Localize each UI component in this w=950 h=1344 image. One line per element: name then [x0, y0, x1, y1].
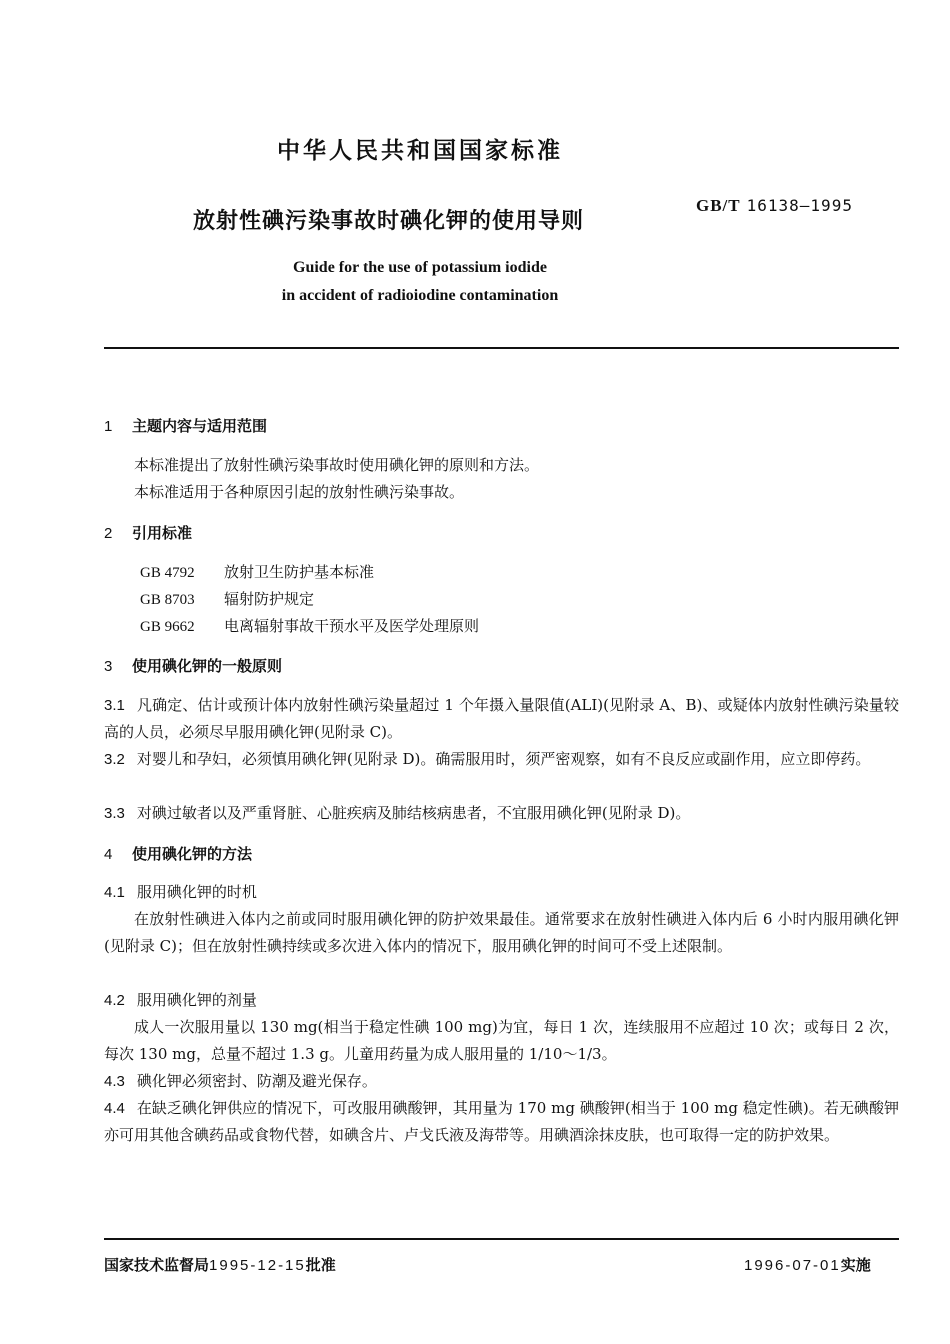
section-title: 主题内容与适用范围: [132, 417, 268, 435]
footer-divider: [104, 1238, 899, 1240]
clause-3-1: [104, 692, 899, 746]
clause-4-2-heading: [104, 987, 899, 1014]
section-title: 引用标准: [132, 524, 193, 542]
standard-number: [696, 196, 853, 216]
section-number: 1: [104, 418, 113, 435]
reference-code: GB 9662: [140, 619, 195, 635]
clause-4-4: [104, 1095, 899, 1149]
clause-4-1-heading: [104, 879, 899, 906]
clause-3-3: [104, 800, 899, 827]
reference-code: GB 8703: [140, 592, 195, 608]
clause-4-1-text: 在放射性碘进入体内之前或同时服用碘化钾的防护效果最佳。通常要求在放射性碘进入体内后 6 小时内服用碘化钾(见附录 C)；但在放射性碘持续或多次进入体内的情况下，服用碘化钾的时间可不受上述限制。: [104, 910, 899, 955]
clause-number: 4.2: [104, 992, 125, 1009]
clause-text: 凡确定、估计或预计体内放射性碘污染量超过 1 个年摄入量限值(ALI)(见附录 A、B)、或疑体内放射性碘污染量较高的人员，必须尽早服用碘化钾(见附录 C)。: [104, 696, 899, 741]
clause-number: 3.2: [104, 751, 125, 768]
clause-4-3: [104, 1068, 899, 1095]
reference-code: GB 4792: [140, 565, 195, 581]
clause-text: 对碘过敏者以及严重肾脏、心脏疾病及肺结核病患者，不宜服用碘化钾(见附录 D)。: [136, 804, 691, 822]
clause-text: 在缺乏碘化钾供应的情况下，可改服用碘酸钾，其用量为 170 mg 碘酸钾(相当于 100 mg 稳定性碘)。若无碘酸钾亦可用其他含碘药品或食物代替，如碘含片、卢戈氏液及海带等。用碘酒涂抹皮肤，也可取得一定的防护效果。: [104, 1099, 899, 1144]
section-4-heading: [104, 843, 252, 864]
clause-text: 碘化钾必须密封、防潮及避光保存。: [136, 1072, 377, 1090]
document-title-en-line1: Guide for the use of potassium iodide: [293, 259, 547, 276]
clause-number: 4.4: [104, 1100, 125, 1117]
clause-number: 3.1: [104, 697, 125, 714]
reference-name: 电离辐射事故干预水平及医学处理原则: [224, 617, 480, 635]
reference-name: 辐射防护规定: [224, 590, 315, 608]
standard-code: 16138—1995: [746, 196, 853, 215]
reference-item: [140, 613, 479, 641]
section-2-heading: [104, 522, 192, 543]
issuing-authority: 国家技术监督局: [104, 1256, 210, 1274]
section-number: 4: [104, 846, 113, 863]
section-title: 使用碘化钾的一般原则: [132, 657, 283, 675]
approval-line: [104, 1254, 336, 1275]
section-number: 2: [104, 525, 113, 542]
document-title-en-line2: in accident of radioiodine contamination: [281, 287, 559, 304]
clause-text: 对婴儿和孕妇，必须慎用碘化钾(见附录 D)。确需服用时，须严密观察，如有不良反应或副作用，应立即停药。: [136, 750, 871, 768]
section-1-heading: [104, 415, 267, 436]
approval-label: 批准: [305, 1256, 336, 1274]
clause-4-2-text: 成人一次服用量以 130 mg(相当于稳定性碘 100 mg)为宜，每日 1 次，连续服用不应超过 10 次；或每日 2 次，每次 130 mg，总量不超过 1.3 g。儿童用药量为成人服用量的 1/10～1/3。: [104, 1018, 899, 1063]
standard-prefix: GB/T: [696, 196, 741, 215]
clause-3-2: [104, 746, 899, 773]
approval-date: 1995-12-15: [209, 1257, 306, 1274]
effective-line: [744, 1254, 871, 1275]
reference-item: [140, 559, 374, 587]
document-title-cn: 放射性碘污染事故时碘化钾的使用导则: [193, 209, 585, 234]
section-1-paragraph-2: 本标准适用于各种原因引起的放射性碘污染事故。: [134, 483, 465, 501]
section-number: 3: [104, 658, 113, 675]
section-3-heading: [104, 655, 282, 676]
section-1-paragraph-1: 本标准提出了放射性碘污染事故时使用碘化钾的原则和方法。: [134, 456, 540, 474]
effective-label: 实施: [840, 1256, 871, 1274]
clause-title: 服用碘化钾的时机: [136, 883, 257, 901]
national-standard-heading: 中华人民共和国国家标准: [277, 138, 563, 164]
clause-number: 4.3: [104, 1073, 125, 1090]
reference-item: [140, 586, 314, 614]
clause-title: 服用碘化钾的剂量: [136, 991, 257, 1009]
effective-date: 1996-07-01: [744, 1257, 841, 1274]
section-title: 使用碘化钾的方法: [132, 845, 253, 863]
clause-number: 3.3: [104, 805, 125, 822]
header-divider: [104, 347, 899, 349]
reference-name: 放射卫生防护基本标准: [224, 563, 375, 581]
clause-number: 4.1: [104, 884, 125, 901]
